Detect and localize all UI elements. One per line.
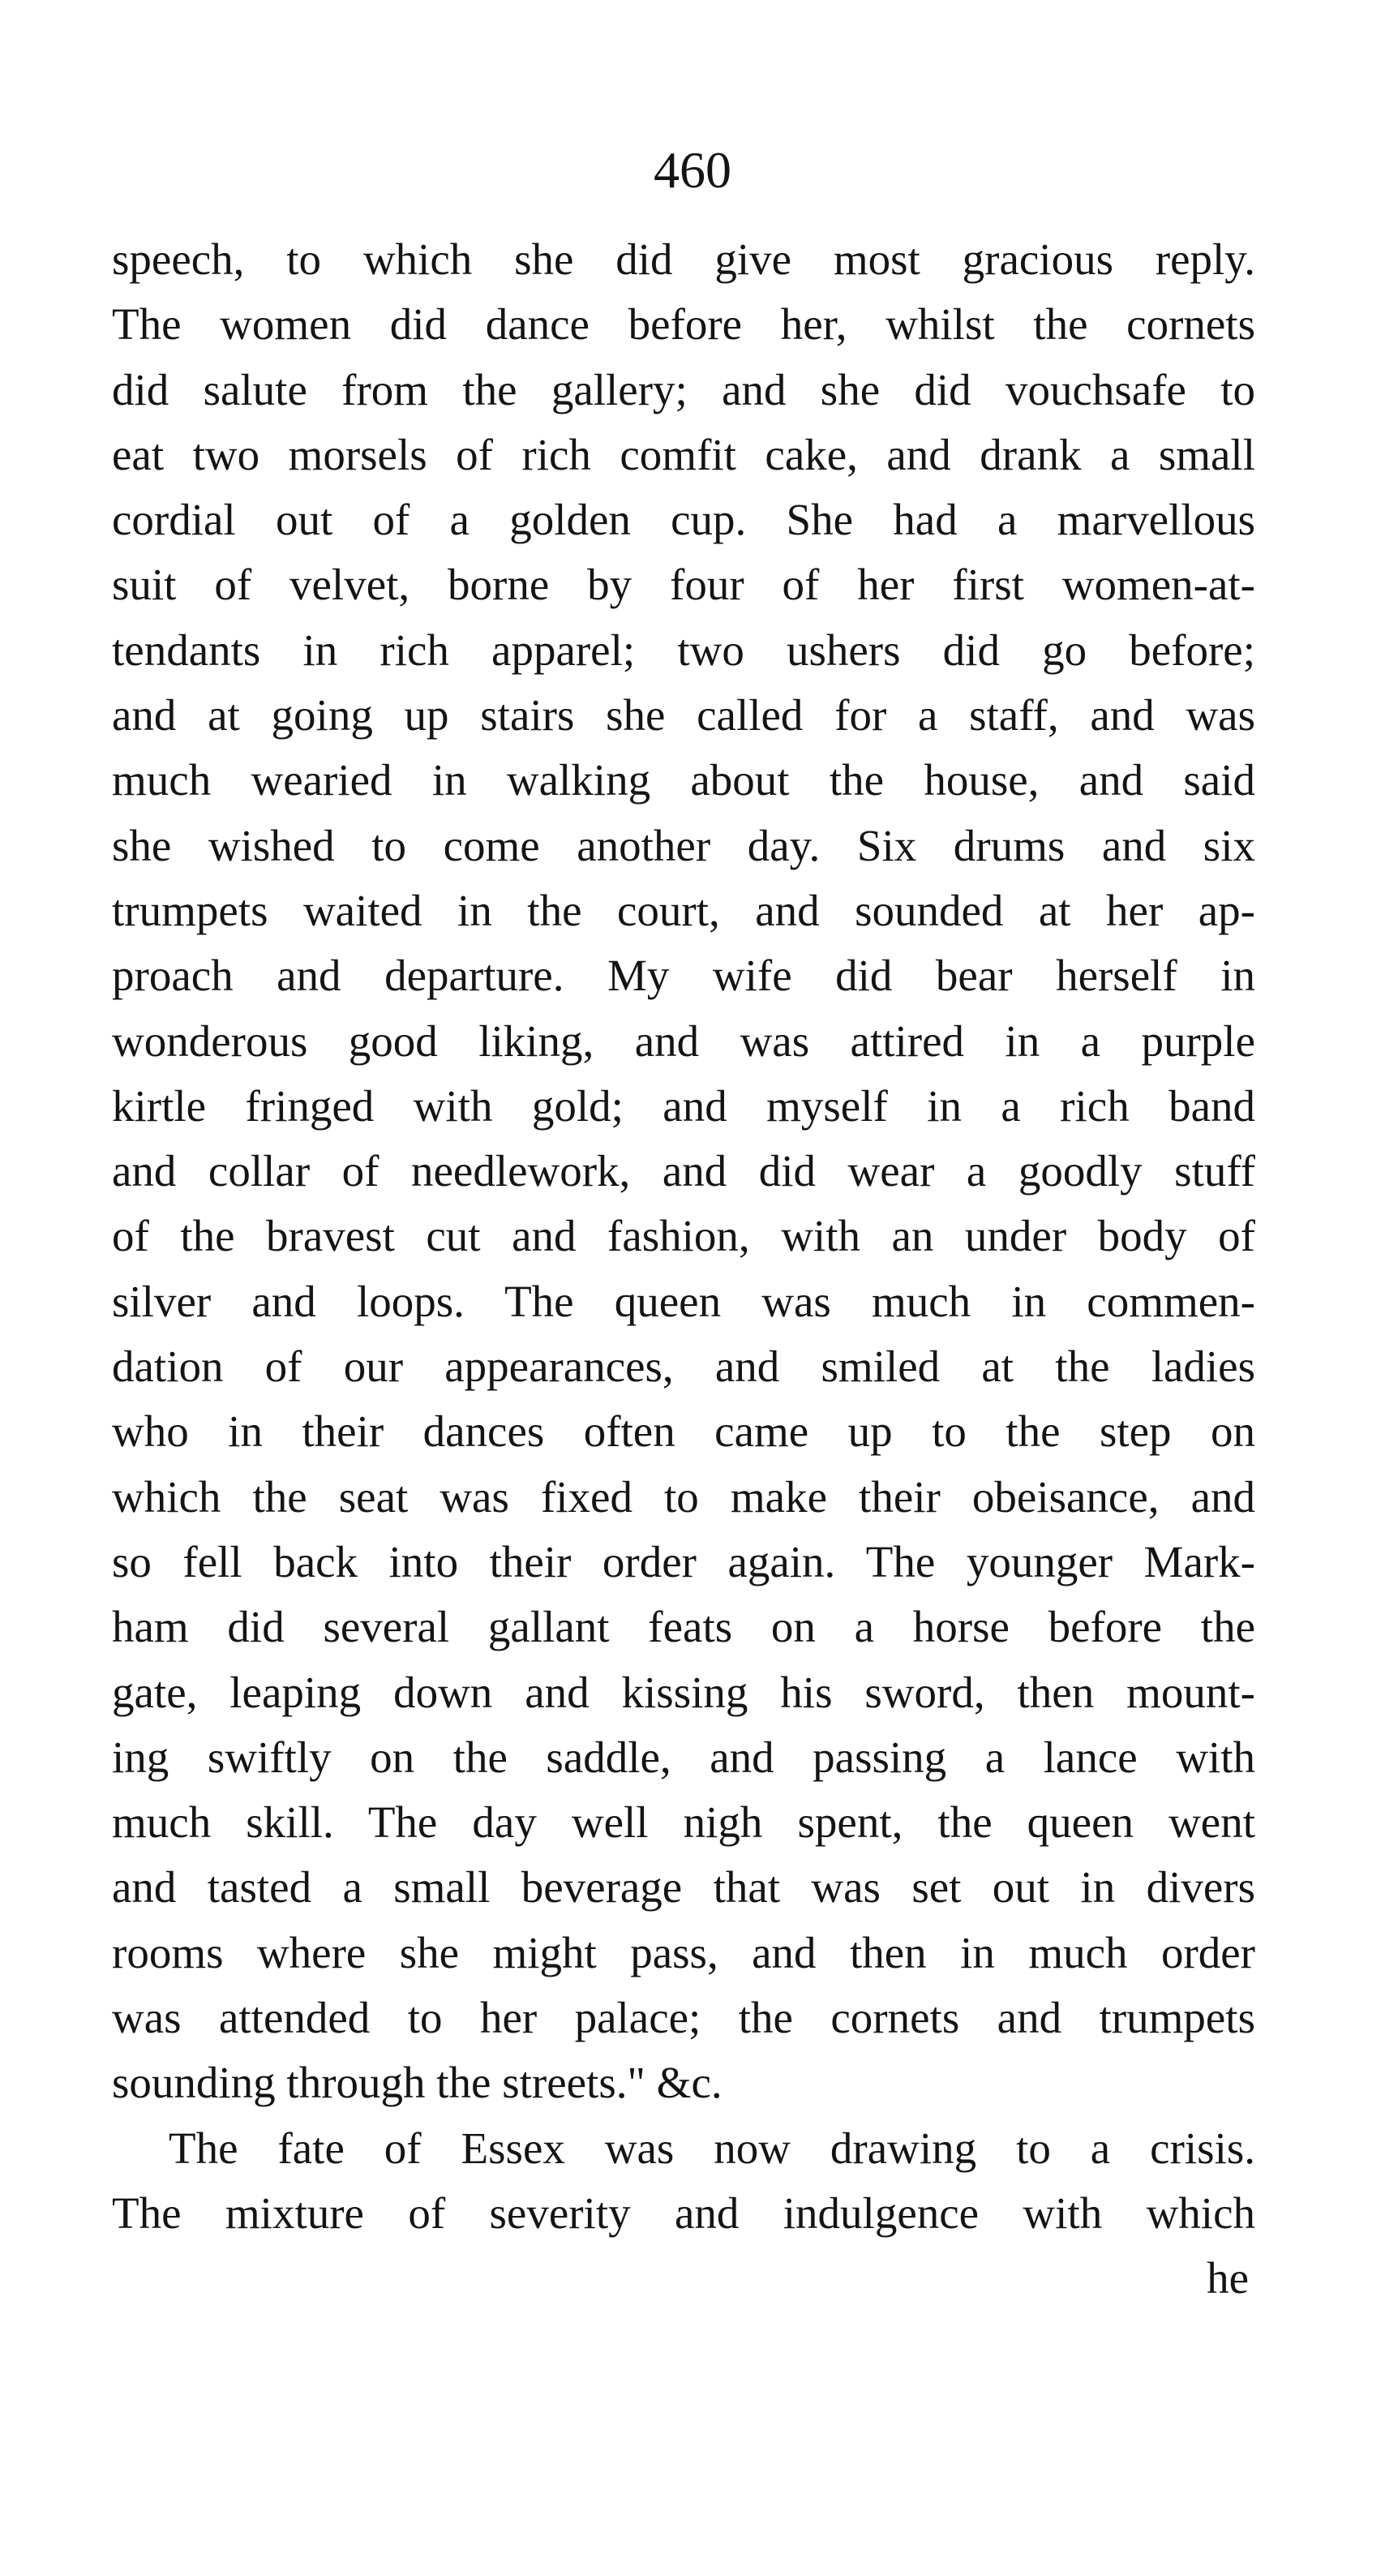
- text-line: proach and departure. My wife did bear herself in: [112, 951, 1255, 1001]
- text-line: which the seat was fixed to make their obeisance, and: [112, 1471, 1255, 1522]
- text-line: dation of our appearances, and smiled at the ladies: [112, 1342, 1255, 1392]
- text-line: suit of velvet, borne by four of her first women-at-: [112, 560, 1255, 610]
- text-line: wonderous good liking, and was attired in a purple: [112, 1015, 1255, 1066]
- page-number: 460: [654, 141, 731, 199]
- paragraph-essex: [112, 2116, 1255, 2247]
- text-line: who in their dances often came up to the step on: [112, 1406, 1255, 1457]
- text-line: trumpets waited in the court, and sounded at her ap-: [112, 885, 1255, 935]
- text-line: kirtle fringed with gold; and myself in a rich band: [112, 1080, 1255, 1131]
- text-line: and collar of needlework, and did wear a goodly stuff: [112, 1146, 1255, 1196]
- text-line: The fate of Essex was now drawing to a crisis.: [169, 2123, 1255, 2173]
- text-line: gate, leaping down and kissing his sword, then mount-: [112, 1667, 1255, 1717]
- text-line: was attended to her palace; the cornets and trumpets: [112, 1993, 1255, 2043]
- text-line: she wished to come another day. Six drums and six: [112, 820, 1255, 870]
- text-line: tendants in rich apparel; two ushers did go before;: [112, 625, 1255, 675]
- text-line: so fell back into their order again. The younger Mark-: [112, 1536, 1255, 1586]
- text-line: much skill. The day well nigh spent, the queen went: [112, 1797, 1255, 1848]
- text-line: ham did several gallant feats on a horse before the: [112, 1602, 1255, 1652]
- body-text: [112, 227, 1255, 2312]
- text-line: silver and loops. The queen was much in commen-: [112, 1276, 1255, 1326]
- text-line: The women did dance before her, whilst the cornets: [112, 299, 1255, 350]
- text-line: of the bravest cut and fashion, with an under body of: [112, 1211, 1255, 1261]
- text-line: much wearied in walking about the house, and said: [112, 755, 1255, 805]
- catchword: he: [1207, 2253, 1249, 2303]
- text-line: ing swiftly on the saddle, and passing a lance with: [112, 1732, 1255, 1782]
- text-line: The mixture of severity and indulgence with which: [112, 2187, 1255, 2238]
- text-line: did salute from the gallery; and she did vouchsafe to: [112, 364, 1255, 414]
- text-line: rooms where she might pass, and then in much order: [112, 1927, 1255, 1977]
- text-line: cordial out of a golden cup. She had a marvellous: [112, 495, 1255, 545]
- text-line: and at going up stairs she called for a staff, and was: [112, 690, 1255, 741]
- text-line: and tasted a small beverage that was set out in divers: [112, 1862, 1255, 1913]
- text-line: eat two morsels of rich comfit cake, and drank a small: [112, 429, 1255, 479]
- paragraph-quote-continuation: [112, 227, 1255, 2116]
- text-line: sounding through the streets." &c.: [112, 2058, 723, 2108]
- text-line: speech, to which she did give most gracious reply.: [112, 234, 1255, 284]
